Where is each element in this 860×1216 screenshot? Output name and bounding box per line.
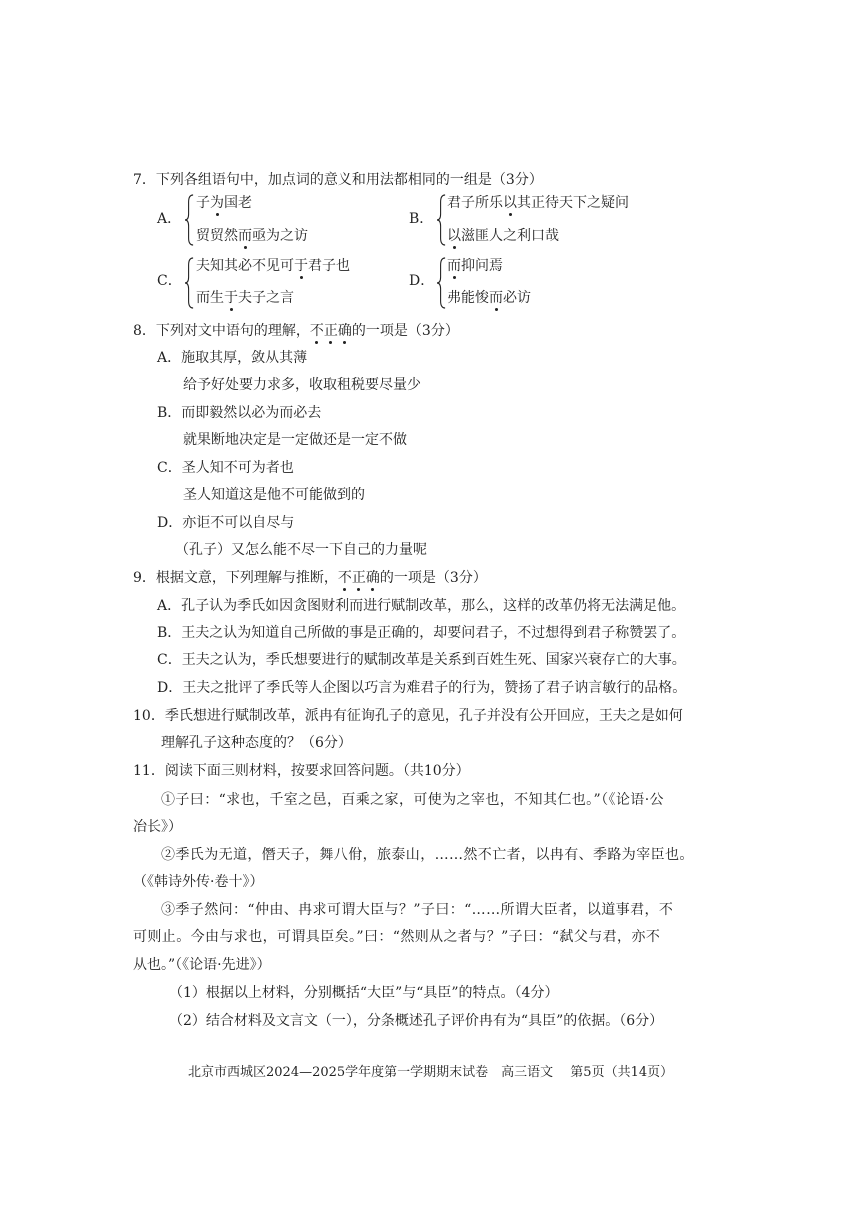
emphasis-dot: 正 [323,323,338,339]
q7-b-sentence-1: 君子所乐以其正待天下之疑问 [447,195,629,211]
q7-option-d-label: D． [409,273,435,289]
q7-d-sentence-1: 而抑问焉 [447,258,503,274]
q11-material-3-line-1: ③季子然问：“仲由、冉求可谓大臣与？”子曰：“……所谓大臣者，以道事君，不 [161,902,674,918]
emphasis-dot: 以 [447,228,461,244]
brace-icon [437,257,446,309]
q11-subquestion-1: （1）根据以上材料，分别概括“大臣”与“具臣”的特点。（4分） [169,985,559,1001]
emphasis-dot: 以 [503,195,517,211]
q11-stem: 11．阅读下面三则材料，按要求回答问题。（共10分） [133,763,470,779]
emphasis-dot: 不 [337,570,352,586]
q11-material-2-line-2: （《韩诗外传·卷十》） [133,874,264,890]
emphasis-dot: 而 [489,290,503,306]
q7-d-sentence-2: 弗能悛而必访 [447,290,531,306]
q8-option-a: A．施取其厚，敛从其薄 [157,350,308,366]
brace-icon [185,194,194,246]
q11-material-3-line-3: 从也。”（《论语·先进》） [133,957,271,973]
q8-option-c: C．圣人知不可为者也 [157,460,294,476]
q7-a-sentence-2: 贸贸然而亟为之访 [196,228,308,244]
q10-stem-line-2: 理解孔子这种态度的？（6分） [161,735,352,751]
q11-subquestion-2: （2）结合材料及文言文（一），分条概述孔子评价冉有为“具臣”的依据。（6分） [169,1013,664,1029]
q8-option-c-gloss: 圣人知道这是他不可能做到的 [183,487,365,503]
emphasis-dot: 而 [238,228,252,244]
q8-stem: 8．下列对文中语句的理解，不正确的一项是（3分） [133,323,459,339]
emphasis-dot: 正 [351,570,366,586]
q9-stem: 9．根据文意，下列理解与推断，不正确的一项是（3分） [133,570,487,586]
q9-option-c: C．王夫之认为，季氏想要进行的赋制改革是关系到百姓生死、国家兴衰存亡的大事。 [157,652,686,668]
emphasis-dot: 于 [224,290,238,306]
q8-option-b-gloss: 就果断地决定是一定做还是一定不做 [183,432,407,448]
q7-c-sentence-1: 夫知其必不见可于君子也 [196,258,350,274]
q9-option-b: B．王夫之认为知道自己所做的事是正确的，却要问君子，不过想得到君子称赞罢了。 [157,625,686,641]
brace-icon [437,194,446,246]
q11-material-2-line-1: ②季氏为无道，僭天子，舞八佾，旅泰山，……然不亡者，以冉有、季路为宰臣也。 [161,847,694,863]
q9-option-d: D．王夫之批评了季氏等人企图以巧言为难君子的行为，赞扬了君子讷言敏行的品格。 [157,680,687,696]
q10-stem-line-1: 10．季氏想进行赋制改革，派冉有征询孔子的意见，孔子并没有公开回应，王夫之是如何 [133,708,683,724]
q7-option-b-label: B． [409,211,434,227]
emphasis-dot: 而 [447,258,461,274]
q8-option-d: D．亦讵不可以自尽与 [157,515,295,531]
q7-b-sentence-2: 以滋匪人之利口哉 [447,228,559,244]
page-footer: 北京市西城区2024—2025学年度第一学期期末试卷 高三语文 第5页（共14页） [188,1065,674,1080]
q7-c-sentence-2: 而生于夫子之言 [196,290,294,306]
q11-material-1-line-1: ①子曰：“求也，千室之邑，百乘之家，可使为之宰也，不知其仁也。”（《论语·公 [161,792,664,808]
q9-option-a: A．孔子认为季氏如因贪图财利而进行赋制改革，那么，这样的改革仍将无法满足他。 [157,598,686,614]
q7-stem: 7．下列各组语句中，加点词的意义和用法都相同的一组是（3分） [133,172,543,188]
q8-option-d-gloss: （孔子）又怎么能不尽一下自己的力量呢 [175,542,427,558]
brace-icon [185,257,194,309]
q11-material-3-line-2: 可则止。今由与求也，可谓具臣矣。”曰：“然则从之者与？”子曰：“弑父与君，亦不 [133,929,661,945]
emphasis-dot: 确 [337,323,352,339]
q7-a-sentence-1: 子为国老 [196,195,252,211]
emphasis-dot: 确 [365,570,380,586]
q11-material-1-line-2: 冶长》） [133,819,182,835]
q8-option-b: B．而即毅然以必为而必去 [157,405,322,421]
emphasis-dot: 为 [210,195,224,211]
emphasis-dot: 不 [309,323,324,339]
emphasis-dot: 于 [294,258,308,274]
q8-option-a-gloss: 给予好处要力求多，收取租税要尽量少 [183,377,421,393]
q7-option-c-label: C． [157,273,182,289]
q7-option-a-label: A． [157,211,182,227]
